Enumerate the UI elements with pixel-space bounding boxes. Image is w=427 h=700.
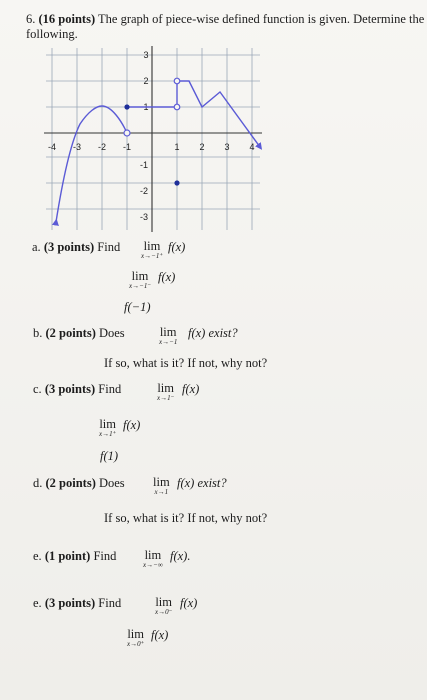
part-c-limit2: lim x→1⁺ (99, 417, 117, 438)
part-a-limit1-expr: f(x) (168, 240, 186, 254)
y-tick-labels (140, 50, 149, 222)
problem-points: (16 points) (38, 12, 96, 26)
part-e2-limit2: lim x→0⁺ (127, 627, 145, 648)
part-e1-find: Find (93, 549, 117, 563)
part-d-limit: lim x→1 (153, 475, 170, 496)
x-tick-label: 4 (249, 142, 255, 152)
x-tick-labels (48, 142, 255, 152)
part-e1-limit: lim x→−∞ (143, 548, 163, 569)
part-c-find: Find (98, 382, 122, 396)
part-e1-points: (1 point) (44, 549, 91, 563)
part-a-limit2-expr: f(x) (158, 270, 176, 284)
part-e2-points: (3 points) (44, 596, 96, 610)
part-e2-label-row (33, 596, 121, 610)
part-e2-limit1: lim x→0⁻ (155, 595, 173, 616)
left-branch-curve (56, 106, 127, 222)
part-b-followup: If so, what is it? If not, why not? (104, 356, 268, 370)
part-e2-label: e. (33, 596, 42, 610)
part-e2-limit2-expr: f(x) (151, 628, 169, 642)
part-d-points: (2 points) (45, 476, 96, 490)
problem-number: 6. (26, 12, 36, 26)
part-c-label-row (33, 382, 121, 396)
part-a-label-row (32, 240, 120, 254)
open-circle (124, 130, 130, 136)
part-b-limit: lim x→−1 (159, 325, 178, 346)
part-a-points: (3 points) (43, 240, 95, 254)
problem-header (26, 12, 424, 26)
x-tick-label: -3 (72, 142, 82, 152)
x-tick-label: 2 (199, 142, 205, 152)
part-a-label: a. (32, 240, 41, 254)
part-d-limit-expr: f(x) exist? (177, 476, 227, 490)
part-a-find: Find (97, 240, 121, 254)
part-c-points: (3 points) (44, 382, 96, 396)
part-b-limit-expr: f(x) exist? (188, 326, 238, 340)
part-d-label-row (33, 476, 125, 490)
filled-point (124, 104, 129, 109)
graph-grid (46, 48, 260, 230)
part-a-limit1: lim x→−1⁺ (141, 239, 164, 260)
part-c-limit1: lim x→1⁻ (157, 381, 175, 402)
problem-text-line2: following. (26, 27, 78, 41)
part-d-does: Does (98, 476, 125, 490)
right-branch (177, 81, 260, 147)
y-tick-label: -1 (139, 160, 149, 170)
x-tick-label: -1 (122, 142, 132, 152)
part-c-limit2-expr: f(x) (123, 418, 141, 432)
x-tick-label: -4 (47, 142, 57, 152)
open-circle (174, 104, 180, 110)
part-e1-limit-expr: f(x). (170, 549, 191, 563)
part-c-limit1-expr: f(x) (182, 382, 200, 396)
part-b-label: b. (33, 326, 43, 340)
y-tick-label: -2 (139, 186, 149, 196)
part-e1-label: e. (33, 549, 42, 563)
part-e1-label-row (33, 549, 116, 563)
x-tick-label: 1 (174, 142, 180, 152)
x-tick-label: 3 (224, 142, 230, 152)
part-e2-limit1-expr: f(x) (180, 596, 198, 610)
open-circle (174, 78, 180, 84)
part-e2-find: Find (98, 596, 122, 610)
part-a-limit2: lim x→−1⁻ (129, 269, 152, 290)
part-c-value-expr: f(1) (100, 449, 119, 463)
y-tick-label: -3 (139, 212, 149, 222)
problem-text-line1: The graph of piece-wise defined function is given. Determine the (98, 12, 425, 26)
part-d-followup: If so, what is it? If not, why not? (104, 511, 268, 525)
x-tick-label: -2 (97, 142, 107, 152)
y-tick-label: 3 (143, 50, 149, 60)
y-tick-label: 1 (143, 102, 149, 112)
part-b-does: Does (98, 326, 125, 340)
part-a-value-expr: f(−1) (124, 300, 151, 314)
part-b-label-row (33, 326, 125, 340)
piecewise-graph (38, 44, 268, 234)
filled-point (174, 180, 179, 185)
part-b-points: (2 points) (45, 326, 96, 340)
part-d-label: d. (33, 476, 43, 490)
part-c-label: c. (33, 382, 42, 396)
y-tick-label: 2 (143, 76, 149, 86)
